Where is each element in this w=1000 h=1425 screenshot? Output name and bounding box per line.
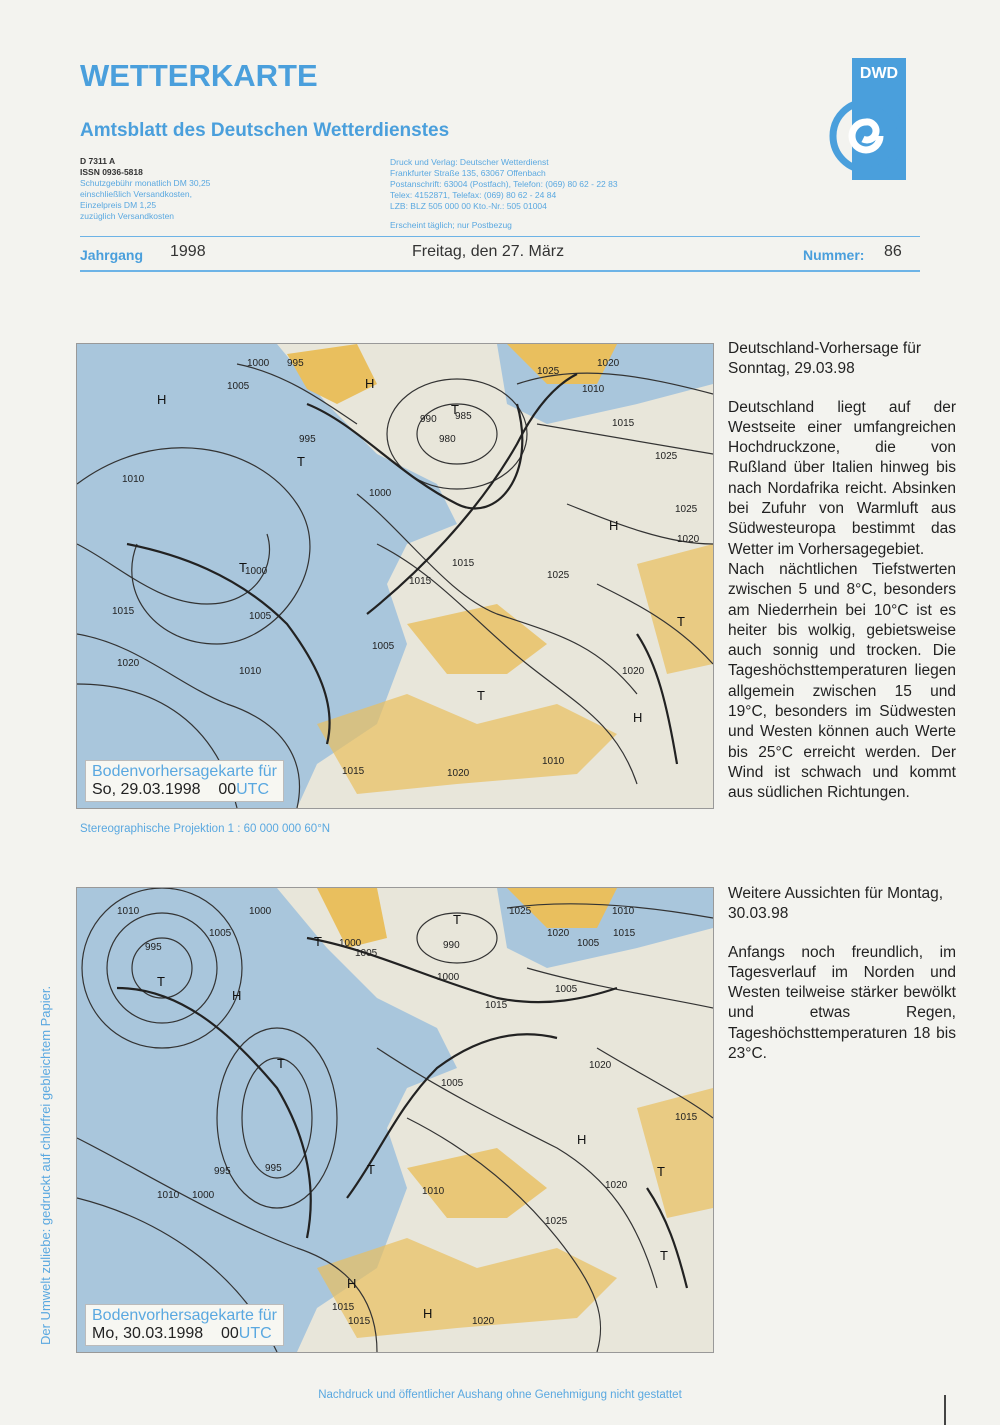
publication-code: D 7311 A — [80, 156, 116, 166]
low-pressure-label: T — [297, 454, 305, 469]
low-pressure-label: T — [367, 1162, 375, 1177]
low-pressure-label: T — [677, 614, 685, 629]
isobar-label: 1010 — [422, 1186, 445, 1197]
high-pressure-label: H — [347, 1276, 357, 1291]
weather-map-1 — [77, 344, 713, 808]
isobar-label: 1010 — [542, 756, 565, 767]
isobar-label: 1000 — [245, 566, 268, 577]
isobar-label: 995 — [287, 358, 304, 369]
map-utc: UTC — [238, 1325, 272, 1342]
isobar-label: 995 — [265, 1163, 282, 1174]
isobar-label: 1005 — [209, 928, 232, 939]
map-time: 00 — [220, 1325, 239, 1342]
high-pressure-label: H — [609, 518, 619, 533]
isobar-label: 1010 — [117, 906, 140, 917]
isobar-label: 1005 — [577, 938, 600, 949]
environment-note: Der Umwelt zuliebe: gedruckt auf chlorfrei gebleichtem Papier. — [38, 985, 53, 1345]
publisher-line: Frankfurter Straße 135, 63067 Offenbach — [390, 168, 546, 178]
fee-line: Schutzgebühr monatlich DM 30,25 — [80, 178, 211, 188]
low-pressure-label: T — [660, 1248, 668, 1263]
publisher-info — [390, 157, 618, 231]
isobar-label: 1025 — [545, 1216, 568, 1227]
isobar-label: 995 — [299, 434, 316, 445]
isobar-label: 1015 — [342, 766, 365, 777]
isobar-label: 1015 — [409, 576, 432, 587]
map-caption-title: Bodenvorhersagekarte für — [92, 763, 277, 780]
isobar-label: 1010 — [122, 474, 145, 485]
publisher-line: Druck und Verlag: Deutscher Wetterdienst — [390, 157, 549, 167]
forecast-body: Deutschland liegt auf der Westseite einer umfangreichen Hochdruckzone, die von Rußland über Italien hinweg bis nach Nordafrika reicht. Absinken bei Zufuhr von Warmluft aus Südwesteuropa bestimmt das Wetter im Vorhersagegebiet. — [728, 398, 956, 558]
high-pressure-label: H — [577, 1132, 587, 1147]
isobar-label: 1020 — [447, 768, 470, 779]
isobar-label: 1020 — [605, 1180, 628, 1191]
volume-label: Jahrgang — [80, 247, 144, 263]
forecast-map-monday — [76, 887, 714, 1353]
isobar-label: 1025 — [675, 504, 698, 515]
forecast-monday — [728, 884, 956, 1064]
isobar-label: 1015 — [675, 1112, 698, 1123]
isobar-label: 990 — [443, 940, 460, 951]
publisher-line: Telex: 4152871, Telefax: (069) 80 62 - 24 84 — [390, 190, 557, 200]
isobar-label: 1010 — [582, 384, 605, 395]
isobar-label: 1020 — [597, 358, 620, 369]
edge-mark — [944, 1395, 946, 1425]
fee-line: Einzelpreis DM 1,25 — [80, 200, 157, 210]
low-pressure-label: T — [314, 934, 322, 949]
high-pressure-label: H — [157, 392, 167, 407]
isobar-label: 1005 — [372, 641, 395, 652]
forecast-heading: Deutschland-Vorhersage für Sonntag, 29.03.98 — [728, 340, 922, 378]
publisher-line: Postanschrift: 63004 (Postfach), Telefon: (069) 80 62 - 22 83 — [390, 179, 618, 189]
fee-line: zuzüglich Versandkosten — [80, 211, 175, 221]
logo-text: DWD — [859, 65, 899, 82]
isobar-label: 990 — [420, 414, 437, 425]
isobar-label: 1020 — [547, 928, 570, 939]
map-time: 00 — [218, 781, 237, 798]
newspaper-subtitle: Amtsblatt des Deutschen Wetterdienstes — [80, 120, 450, 141]
isobar-label: 1005 — [355, 948, 378, 959]
isobar-label: 995 — [145, 942, 162, 953]
isobar-label: 1025 — [655, 451, 678, 462]
forecast-body: Anfangs noch freundlich, im Tagesverlauf im Norden und Westen teilweise stärker bewölkt und etwas Regen, Tageshöchsttemperaturen 18 bis 23°C. — [728, 943, 956, 1063]
isobar-label: 1020 — [677, 534, 700, 545]
isobar-label: 1015 — [612, 418, 635, 429]
issue-number: 86 — [884, 243, 902, 260]
frequency-note: Erscheint täglich; nur Postbezug — [390, 220, 512, 230]
map-caption-title: Bodenvorhersagekarte für — [92, 1307, 277, 1324]
isobar-label: 1015 — [452, 558, 475, 569]
isobar-label: 1010 — [157, 1190, 180, 1201]
map-caption-date — [92, 1325, 277, 1343]
isobar-label: 1025 — [537, 366, 560, 377]
high-pressure-label: H — [633, 710, 643, 725]
isobar-label: 1025 — [509, 906, 532, 917]
isobar-label: 980 — [439, 434, 456, 445]
map-caption-2 — [85, 1304, 284, 1346]
publisher-line: LZB: BLZ 505 000 00 Kto.-Nr.: 505 01004 — [390, 201, 547, 211]
low-pressure-label: T — [657, 1164, 665, 1179]
isobar-label: 1020 — [622, 666, 645, 677]
isobar-label: 995 — [214, 1166, 231, 1177]
volume-value: 1998 — [170, 243, 206, 260]
low-pressure-label: T — [477, 688, 485, 703]
isobar-label: 1005 — [441, 1078, 464, 1089]
dwd-logo — [822, 58, 906, 180]
isobar-label: 1015 — [613, 928, 636, 939]
map-caption-date — [92, 781, 277, 799]
weather-map-2 — [77, 888, 713, 1352]
forecast-sunday — [728, 339, 956, 804]
forecast-map-sunday — [76, 343, 714, 809]
low-pressure-label: T — [239, 560, 247, 575]
high-pressure-label: H — [423, 1306, 433, 1321]
high-pressure-label: H — [365, 376, 375, 391]
isobar-label: 1000 — [437, 972, 460, 983]
forecast-heading: Weitere Aussichten für Montag, 30.03.98 — [728, 885, 944, 923]
header-rule — [80, 236, 920, 237]
isobar-label: 1005 — [249, 611, 272, 622]
low-pressure-label: T — [451, 402, 459, 417]
isobar-label: 985 — [455, 411, 472, 422]
fee-line: einschließlich Versandkosten, — [80, 189, 192, 199]
low-pressure-label: T — [277, 1056, 285, 1071]
isobar-label: 1015 — [485, 1000, 508, 1011]
isobar-label: 1000 — [192, 1190, 215, 1201]
isobar-label: 1005 — [227, 381, 250, 392]
isobar-label: 1000 — [369, 488, 392, 499]
subscription-info — [80, 156, 210, 222]
issue-number-label: Nummer: — [803, 247, 865, 263]
map-date: Mo, 30.03.1998 — [92, 1325, 204, 1342]
isobar-label: 1000 — [247, 358, 270, 369]
isobar-label: 1010 — [612, 906, 635, 917]
isobar-label: 1020 — [472, 1316, 495, 1327]
isobar-label: 1005 — [555, 984, 578, 995]
isobar-label: 1025 — [547, 570, 570, 581]
isobar-label: 1000 — [249, 906, 272, 917]
map-utc: UTC — [236, 781, 270, 798]
isobar-label: 1015 — [112, 606, 135, 617]
high-pressure-label: H — [232, 988, 242, 1003]
isobar-label: 1015 — [348, 1316, 371, 1327]
low-pressure-label: T — [453, 912, 461, 927]
newspaper-title: WETTERKARTE — [80, 58, 318, 93]
isobar-label: 1000 — [339, 938, 362, 949]
projection-note: Stereographische Projektion 1 : 60 000 000 60°N — [80, 823, 331, 835]
footer-notice: Nachdruck und öffentlicher Aushang ohne Genehmigung nicht gestattet — [318, 1389, 682, 1401]
low-pressure-label: T — [157, 974, 165, 989]
header-rule-bottom — [80, 270, 920, 272]
issn: ISSN 0936-5818 — [80, 167, 143, 177]
issue-date: Freitag, den 27. März — [412, 243, 565, 260]
isobar-label: 1015 — [332, 1302, 355, 1313]
forecast-body-2: Nach nächtlichen Tiefstwerten zwischen 5 und 8°C, besonders am Niederrhein bei 10°C ist es heiter bis wolkig, gebietsweise auch sonnig und trocken. Die Tageshöchsttemperaturen liegen allgemein zwischen 15 und 19°C, besonders im Südwesten und Westen können auch Werte bis 25°C erreicht werden. Der Wind ist schwach und kommt aus südlichen Richtungen. — [728, 560, 956, 802]
isobar-label: 1010 — [239, 666, 262, 677]
isobar-label: 1020 — [117, 658, 140, 669]
map-date: So, 29.03.1998 — [92, 781, 201, 798]
isobar-label: 1020 — [589, 1060, 612, 1071]
map-caption-1 — [85, 760, 284, 802]
